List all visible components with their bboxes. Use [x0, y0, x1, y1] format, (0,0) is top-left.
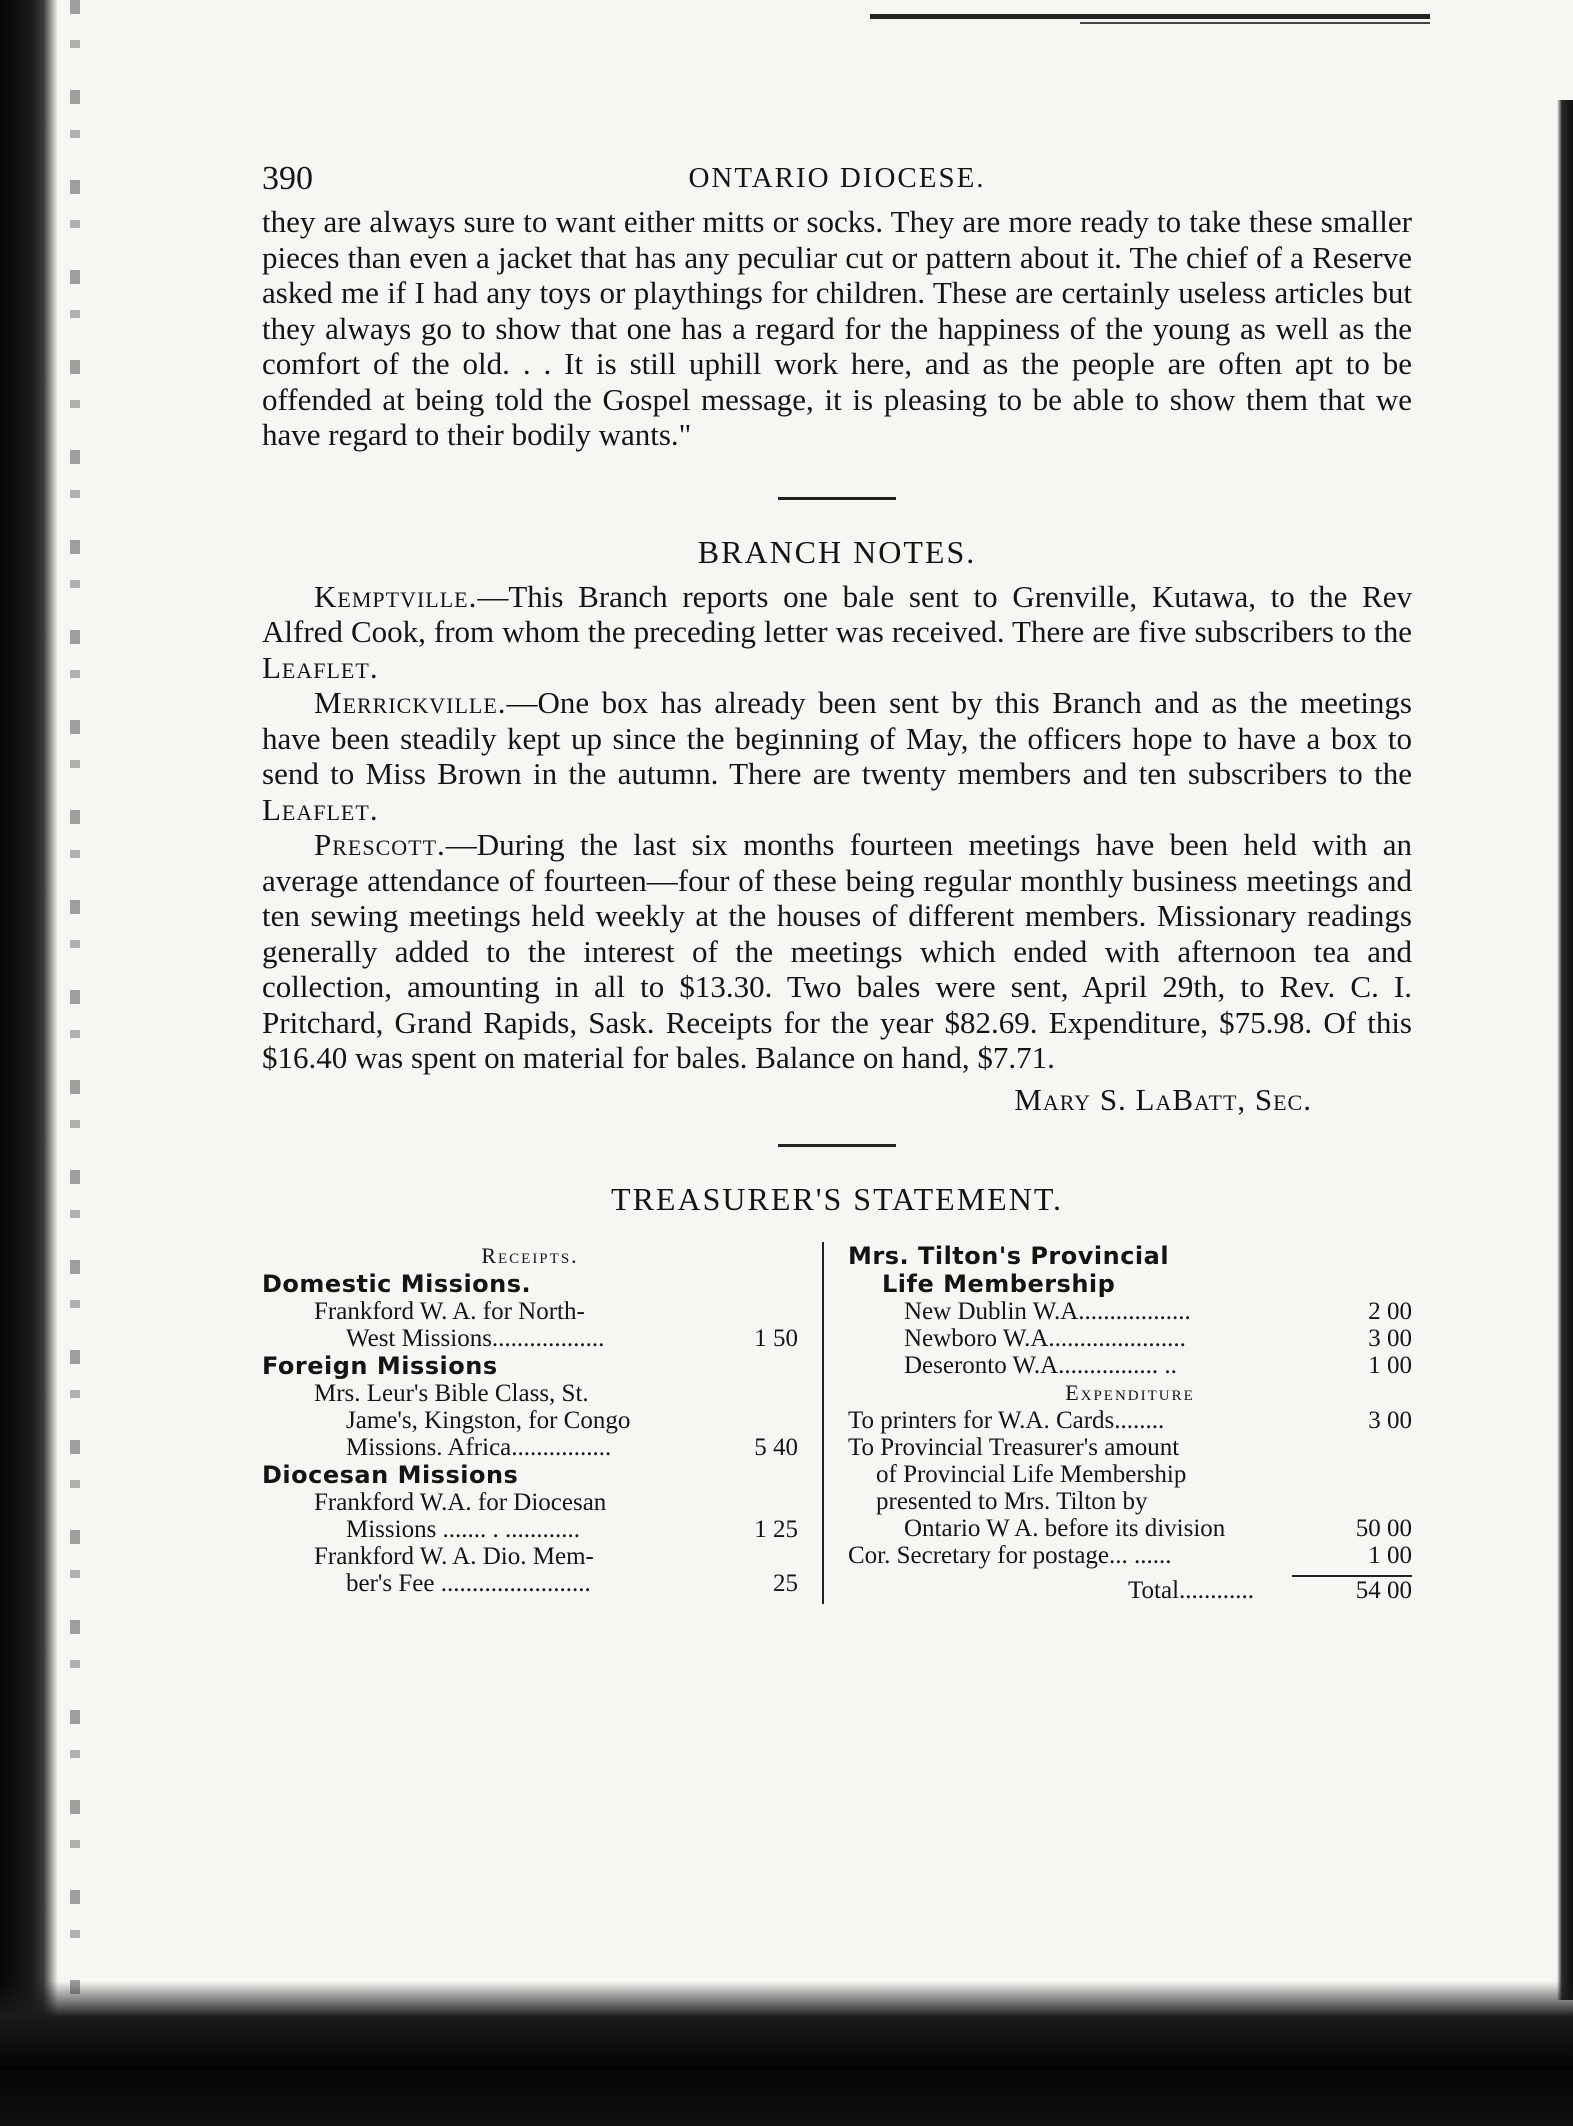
treasurer-statement	[262, 1242, 1412, 1604]
domestic-desc: West Missions..................	[346, 1324, 605, 1352]
provincial-line-3: presented to Mrs. Tilton by	[876, 1487, 1148, 1515]
newboro-line	[848, 1325, 1412, 1352]
kemptville-text: —This Branch reports one bale sent to Grenville, Kutawa, to the Rev Alfred Cook, from whom the preceding letter was received. There are five subscribers to the	[262, 578, 1412, 649]
signature: Mary S. LaBatt, Sec.	[1014, 1081, 1312, 1117]
kemptville-leaflet: Leaflet	[262, 649, 370, 685]
foreign-desc: Missions. Africa................	[346, 1433, 612, 1461]
printers-desc: To printers for W.A. Cards........	[848, 1406, 1165, 1434]
provincial-head-2: Life Membership	[882, 1269, 1116, 1298]
provincial-line-2: of Provincial Life Membership	[876, 1460, 1187, 1488]
diocesan-line-2	[262, 1516, 798, 1543]
diocesan-missions-head: Diocesan Missions	[262, 1460, 519, 1489]
page-number: 390	[262, 160, 313, 197]
domestic-missions-head: Domestic Missions.	[262, 1269, 532, 1298]
total-amount: 54 00	[1355, 1576, 1412, 1604]
member-desc: ber's Fee ........................	[346, 1569, 591, 1597]
provincial-amount: 50 00	[1355, 1514, 1412, 1542]
scan-left-edge	[0, 0, 58, 2126]
receipts-column	[262, 1242, 822, 1604]
printers-amount: 3 00	[1368, 1406, 1412, 1434]
document-page	[262, 150, 1412, 1604]
newboro-desc: Newboro W.A......................	[904, 1324, 1186, 1352]
prescott-text: —During the last six months fourteen meetings have been held with an average attendance of fourteen—four of these being regular monthly business meetings and ten sewing meetings held weekly at the houses of different members. Missionary readings generally added to the interest of the meetings which ended with afternoon tea and collection, amounting in all to $13.30. Two bales were sent, April 29th, to Rev. C. I. Pritchard, Grand Rapids, Sask. Receipts for the year $82.69. Expenditure, $75.98. Of this $16.40 was spent on material for bales. Balance on hand, $7.71.	[262, 827, 1412, 1075]
postage-amount: 1 00	[1368, 1541, 1412, 1569]
branch-notes-title: BRANCH NOTES.	[697, 533, 977, 570]
member-line-2	[262, 1570, 798, 1597]
section-divider-2	[778, 1144, 896, 1147]
scan-right-edge	[1557, 100, 1573, 2000]
diocesan-line-1: Frankford W.A. for Diocesan	[314, 1488, 607, 1516]
foreign-missions-head: Foreign Missions	[262, 1351, 498, 1380]
new-dublin-amount: 2 00	[1368, 1297, 1412, 1325]
document-body	[262, 204, 1412, 1604]
member-amount: 25	[773, 1569, 798, 1597]
total-line	[848, 1577, 1412, 1604]
treasurer-title: TREASURER'S STATEMENT.	[611, 1180, 1063, 1217]
total-desc: Total............	[1128, 1576, 1255, 1604]
diocesan-desc: Missions ....... . ............	[346, 1515, 581, 1543]
diocesan-amount: 1 25	[754, 1515, 798, 1543]
kemptville-end: .	[369, 649, 378, 685]
printers-line	[848, 1407, 1412, 1434]
prescott-name: Prescott.	[314, 827, 446, 862]
page-header	[262, 150, 1412, 204]
postage-line	[848, 1542, 1412, 1569]
provincial-head-1: Mrs. Tilton's Provincial	[848, 1241, 1170, 1270]
receipts-label: Receipts.	[481, 1242, 579, 1268]
scan-top-mark-2	[1080, 22, 1430, 24]
provincial-line-4	[848, 1515, 1412, 1542]
provincial-column	[822, 1242, 1412, 1604]
foreign-line-2: Jame's, Kingston, for Congo	[346, 1406, 631, 1434]
merrickville-name: Merrickville.	[314, 685, 507, 720]
deseronto-amount: 1 00	[1368, 1351, 1412, 1379]
prescott-paragraph	[262, 827, 1412, 1076]
merrickville-end: .	[369, 791, 378, 827]
domestic-line-1: Frankford W. A. for North-	[314, 1297, 585, 1325]
scan-bottom-edge	[0, 1981, 1573, 2126]
postage-desc: Cor. Secretary for postage... ......	[848, 1541, 1172, 1569]
foreign-amount: 5 40	[754, 1433, 798, 1461]
foreign-line-3	[262, 1434, 798, 1461]
new-dublin-line	[848, 1298, 1412, 1325]
member-line-1: Frankford W. A. Dio. Mem-	[314, 1542, 594, 1570]
intro-paragraph: they are always sure to want either mitts or socks. They are more ready to take these smaller pieces than even a jacket that has any peculiar cut or pattern about it. The chief of a Reserve asked me if I had any toys or playthings for children. These are certainly useless articles but they always go to show that one has a regard for the happiness of the young as well as the comfort of the old. . . It is still uphill work here, and as the people are often apt to be offended at being told the Gospel message, it is pleasing to be able to show them that we have regard to their bodily wants."	[262, 204, 1412, 452]
expenditure-label: Expenditure	[1065, 1379, 1195, 1405]
provincial-line-1: To Provincial Treasurer's amount	[848, 1433, 1180, 1461]
foreign-line-1: Mrs. Leur's Bible Class, St.	[314, 1379, 589, 1407]
section-divider	[778, 497, 896, 500]
kemptville-name: Kemptville.	[314, 578, 478, 614]
deseronto-desc: Deseronto W.A................ ..	[904, 1351, 1177, 1379]
scan-top-mark	[870, 14, 1430, 19]
kemptville-paragraph	[262, 579, 1412, 686]
merrickville-text: —One box has already been sent by this Branch and as the meetings have been steadily kept up since the beginning of May, the officers hope to have a box to send to Miss Brown in the autumn. There are twenty members and ten subscribers to the	[262, 685, 1412, 791]
newboro-amount: 3 00	[1368, 1324, 1412, 1352]
domestic-line-2	[262, 1325, 798, 1352]
merrickville-leaflet: Leaflet	[262, 791, 370, 827]
merrickville-paragraph	[262, 685, 1412, 827]
scan-left-streak	[70, 0, 80, 2126]
running-head: ONTARIO DIOCESE.	[688, 162, 986, 194]
provincial-desc: Ontario W A. before its division	[904, 1514, 1226, 1542]
new-dublin-desc: New Dublin W.A..................	[904, 1297, 1191, 1325]
deseronto-line	[848, 1352, 1412, 1379]
domestic-amount: 1 50	[754, 1324, 798, 1352]
